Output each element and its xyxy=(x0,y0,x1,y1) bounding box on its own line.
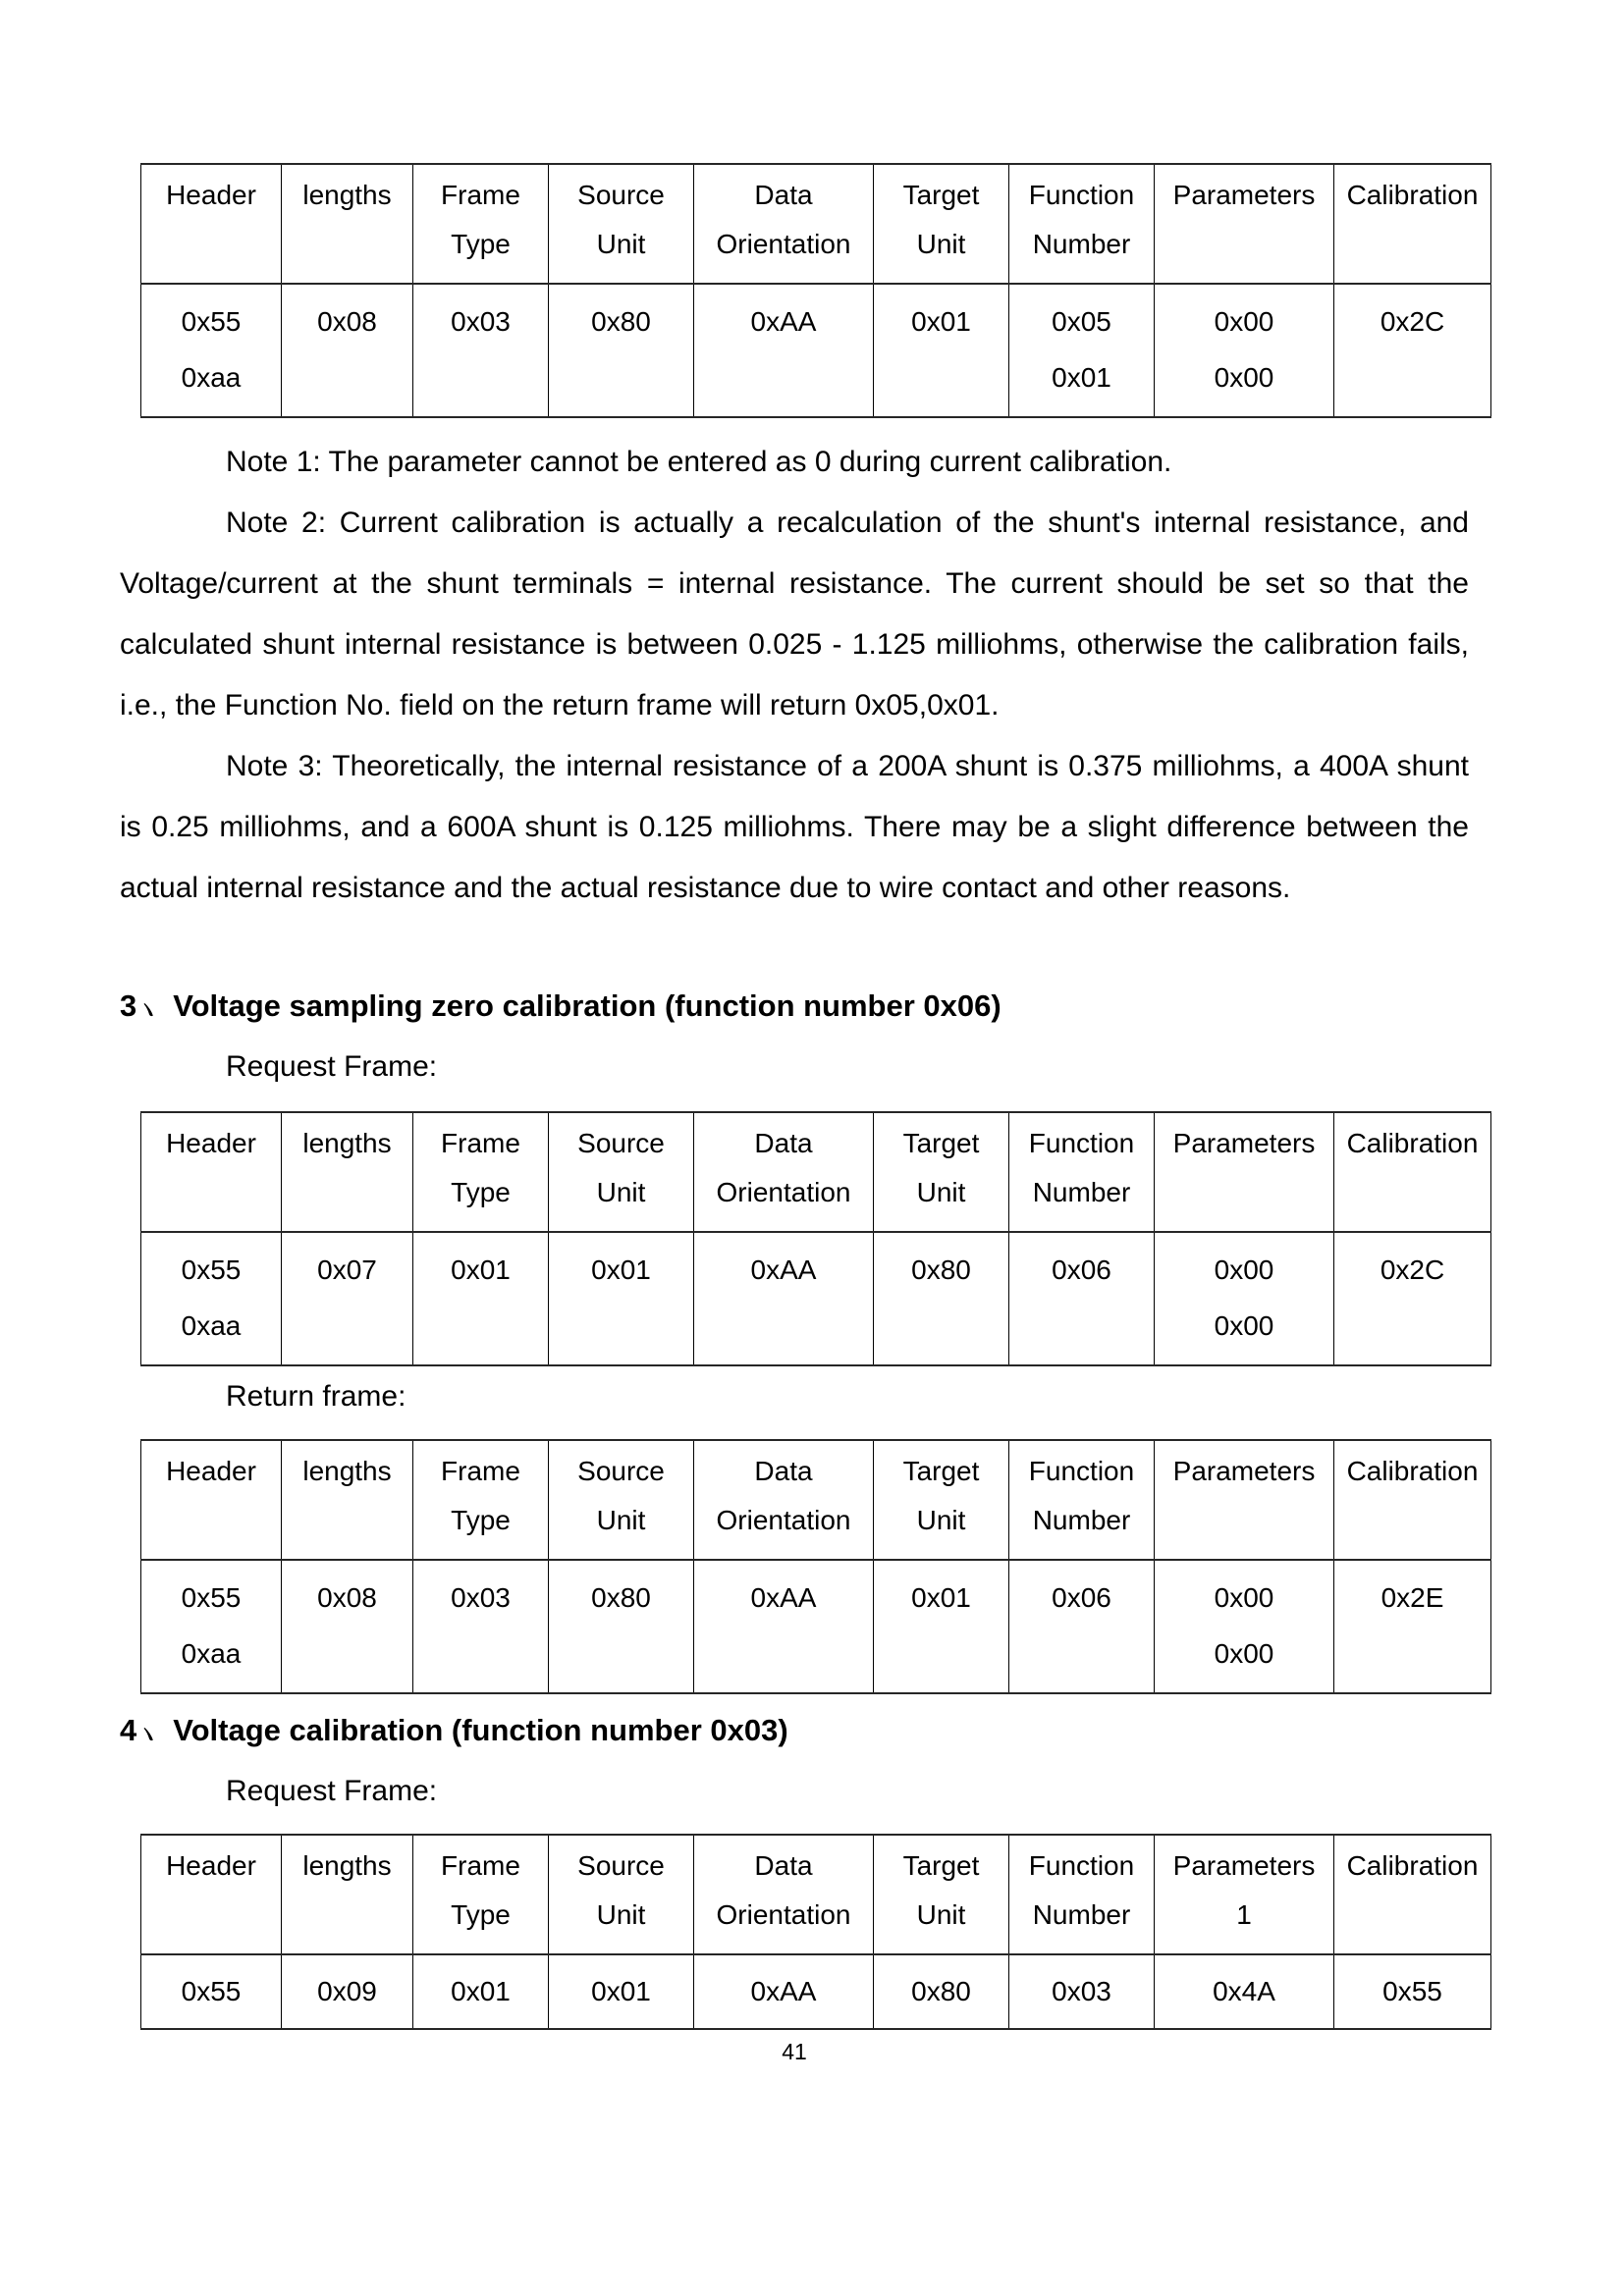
column-header-text: Calibration xyxy=(1346,1456,1479,1486)
column-header-text: Unit xyxy=(916,1505,966,1535)
column-header-cell xyxy=(282,1440,413,1560)
column-header-cell xyxy=(282,1112,413,1232)
column-header-cell xyxy=(1155,1112,1334,1232)
column-header-row xyxy=(141,1440,1491,1560)
frame-value-text: 0x05 xyxy=(1052,306,1111,337)
frame-value-cell xyxy=(413,1954,549,2029)
frame-value-cell xyxy=(141,1954,282,2029)
frame-value-cell xyxy=(1009,1560,1155,1693)
column-header-cell xyxy=(141,1835,282,1954)
column-header-cell xyxy=(1334,1112,1491,1232)
frame-value-text: 0xaa xyxy=(181,1310,242,1341)
column-header-text: lengths xyxy=(302,1850,392,1881)
frame-value-cell xyxy=(1009,1954,1155,2029)
frame-value-cell xyxy=(1155,284,1334,417)
frame-value-cell xyxy=(282,1560,413,1693)
column-header-cell xyxy=(282,164,413,284)
column-header-cell xyxy=(1009,1112,1155,1232)
section-4-title: Voltage calibration (function number 0x03) xyxy=(173,1713,788,1747)
column-header-cell xyxy=(694,1835,874,1954)
column-header-text: Number xyxy=(1032,1505,1131,1535)
column-header-text: Source xyxy=(577,180,665,210)
section-4-number: 4 xyxy=(120,1713,137,1747)
frame-value-cell xyxy=(549,1232,694,1365)
frame-value-text: 0x00 xyxy=(1214,306,1274,337)
column-header-text: Header xyxy=(166,180,256,210)
frame-value-text: 0x01 xyxy=(911,306,971,337)
frame-value-text: 0x00 xyxy=(1214,1582,1274,1613)
column-header-text: Function xyxy=(1028,1456,1135,1486)
frame-value-text: 0x01 xyxy=(1052,362,1111,393)
column-header-text: Number xyxy=(1032,229,1131,259)
section-3-number: 3 xyxy=(120,988,137,1023)
column-header-cell xyxy=(141,1112,282,1232)
column-header-cell xyxy=(874,164,1009,284)
frame-value-text: 0x2C xyxy=(1380,1255,1445,1285)
frame-value-text: 0xaa xyxy=(181,1638,242,1669)
frame-value-cell xyxy=(282,1232,413,1365)
column-header-cell xyxy=(413,1835,549,1954)
column-header-text: Function xyxy=(1028,1128,1135,1158)
column-header-cell xyxy=(413,164,549,284)
frame-value-text: 0x80 xyxy=(911,1976,971,2006)
frame-value-text: 0xAA xyxy=(750,1976,817,2006)
column-header-text: Number xyxy=(1032,1899,1131,1930)
frame-value-text: 0x01 xyxy=(451,1976,511,2006)
frame-value-cell xyxy=(1155,1560,1334,1693)
column-header-text: Source xyxy=(577,1456,665,1486)
frame-value-text: 0x03 xyxy=(1052,1976,1111,2006)
column-header-text: Orientation xyxy=(716,1505,851,1535)
frame-value-text: 0x00 xyxy=(1214,362,1274,393)
column-header-text: Frame xyxy=(441,1456,520,1486)
column-header-cell xyxy=(1009,1835,1155,1954)
column-header-row xyxy=(141,1835,1491,1954)
column-header-cell xyxy=(282,1835,413,1954)
column-header-text: Data xyxy=(754,1850,813,1881)
current-calibration-return-frame-table xyxy=(140,163,1491,418)
frame-value-cell xyxy=(874,1232,1009,1365)
column-header-text: Calibration xyxy=(1346,180,1479,210)
column-header-cell xyxy=(694,164,874,284)
column-header-text: Unit xyxy=(596,1899,646,1930)
frame-value-text: 0x80 xyxy=(911,1255,971,1285)
column-header-text: Parameters xyxy=(1172,180,1316,210)
column-header-text: Function xyxy=(1028,1850,1135,1881)
column-header-row xyxy=(141,1112,1491,1232)
frame-value-text: 0x00 xyxy=(1214,1255,1274,1285)
frame-value-cell xyxy=(141,284,282,417)
column-header-cell xyxy=(874,1835,1009,1954)
column-header-text: Unit xyxy=(596,1177,646,1207)
frame-value-text: 0x03 xyxy=(451,1582,511,1613)
column-header-text: Unit xyxy=(596,229,646,259)
frame-value-text: 0xAA xyxy=(750,1255,817,1285)
column-header-cell xyxy=(874,1440,1009,1560)
column-header-text: Orientation xyxy=(716,1899,851,1930)
column-header-text: Type xyxy=(451,229,511,259)
frame-value-text: 0x01 xyxy=(911,1582,971,1613)
frame-data-row xyxy=(141,284,1491,417)
column-header-text: Header xyxy=(166,1456,256,1486)
frame-value-text: 0x2E xyxy=(1380,1582,1444,1613)
column-header-text: Type xyxy=(451,1899,511,1930)
frame-value-text: 0x01 xyxy=(591,1255,651,1285)
column-header-text: lengths xyxy=(302,180,392,210)
column-header-cell xyxy=(1155,164,1334,284)
frame-value-text: 0x2C xyxy=(1380,306,1445,337)
column-header-text: Type xyxy=(451,1505,511,1535)
frame-data-row xyxy=(141,1232,1491,1365)
frame-value-text: 0x4A xyxy=(1213,1976,1275,2006)
frame-value-cell xyxy=(1009,284,1155,417)
column-header-row xyxy=(141,164,1491,284)
frame-value-cell xyxy=(413,1560,549,1693)
frame-value-text: 0x55 xyxy=(181,306,242,337)
frame-value-cell xyxy=(694,1232,874,1365)
column-header-text: Number xyxy=(1032,1177,1131,1207)
page-number: 41 xyxy=(782,2039,807,2064)
frame-value-cell xyxy=(694,284,874,417)
frame-value-cell xyxy=(694,1954,874,2029)
frame-value-text: 0x01 xyxy=(591,1976,651,2006)
column-header-cell xyxy=(1009,1440,1155,1560)
note-2: Note 2: Current calibration is actually a recalculation of the shunt's internal resistance, and Voltage/current at the shunt terminals = internal resistance. The current should be set so that the calculated shunt internal resistance is between 0.025 - 1.125 milliohms, otherwise the calibration fails, i.e., the Function No. field on the return frame will return 0x05,0x01. xyxy=(120,507,1469,721)
frame-value-cell xyxy=(874,284,1009,417)
frame-value-text: 0xaa xyxy=(181,362,242,393)
column-header-cell xyxy=(1334,164,1491,284)
frame-value-text: 0x06 xyxy=(1052,1255,1111,1285)
column-header-text: Orientation xyxy=(716,229,851,259)
column-header-text: Target xyxy=(902,180,980,210)
frame-value-cell xyxy=(1155,1954,1334,2029)
column-header-cell xyxy=(549,164,694,284)
column-header-cell xyxy=(1155,1440,1334,1560)
column-header-text: Target xyxy=(902,1850,980,1881)
column-header-text: Target xyxy=(902,1456,980,1486)
frame-value-text: 0x01 xyxy=(451,1255,511,1285)
section-3-title: Voltage sampling zero calibration (function number 0x06) xyxy=(173,988,1001,1023)
section-3-heading xyxy=(120,976,1469,1037)
frame-value-text: 0x06 xyxy=(1052,1582,1111,1613)
frame-value-text: 0x00 xyxy=(1214,1638,1274,1669)
frame-value-cell xyxy=(1334,284,1491,417)
frame-value-text: 0x08 xyxy=(317,306,377,337)
frame-value-text: 0x55 xyxy=(181,1255,242,1285)
notes-block xyxy=(120,432,1469,919)
frame-value-cell xyxy=(413,284,549,417)
column-header-text: Function xyxy=(1028,180,1135,210)
column-header-cell xyxy=(1155,1835,1334,1954)
note-3: Note 3: Theoretically, the internal resistance of a 200A shunt is 0.375 milliohms, a 400A shunt is 0.25 milliohms, and a 600A shunt is 0.125 milliohms. There may be a slight difference between the actual internal resistance and the actual resistance due to wire contact and other reasons. xyxy=(120,750,1469,904)
voltage-zero-request-frame-table xyxy=(140,1111,1491,1366)
frame-value-text: 0x80 xyxy=(591,1582,651,1613)
column-header-cell xyxy=(1334,1440,1491,1560)
note-1: Note 1: The parameter cannot be entered as 0 during current calibration. xyxy=(226,446,1172,478)
column-header-text: Type xyxy=(451,1177,511,1207)
frame-value-text: 0x09 xyxy=(317,1976,377,2006)
column-header-text: Target xyxy=(902,1128,980,1158)
column-header-text: Unit xyxy=(916,229,966,259)
frame-value-cell xyxy=(1334,1954,1491,2029)
section-4-heading xyxy=(120,1700,1469,1761)
frame-value-cell xyxy=(1334,1232,1491,1365)
column-header-text: Data xyxy=(754,180,813,210)
column-header-text: Calibration xyxy=(1346,1850,1479,1881)
column-header-cell xyxy=(1009,164,1155,284)
column-header-cell xyxy=(549,1440,694,1560)
frame-value-text: 0xAA xyxy=(750,306,817,337)
frame-value-text: 0x55 xyxy=(181,1976,242,2006)
frame-value-cell xyxy=(874,1954,1009,2029)
column-header-text: Unit xyxy=(916,1899,966,1930)
frame-value-text: 0xAA xyxy=(750,1582,817,1613)
column-header-cell xyxy=(549,1835,694,1954)
frame-value-cell xyxy=(1009,1232,1155,1365)
column-header-cell xyxy=(413,1112,549,1232)
frame-value-cell xyxy=(141,1232,282,1365)
column-header-text: lengths xyxy=(302,1128,392,1158)
frame-value-cell xyxy=(549,1560,694,1693)
frame-value-cell xyxy=(549,1954,694,2029)
frame-value-cell xyxy=(694,1560,874,1693)
column-header-cell xyxy=(413,1440,549,1560)
column-header-cell xyxy=(694,1440,874,1560)
frame-data-row xyxy=(141,1954,1491,2029)
frame-value-cell xyxy=(549,284,694,417)
frame-value-cell xyxy=(282,1954,413,2029)
frame-value-cell xyxy=(141,1560,282,1693)
voltage-calibration-request-frame-table xyxy=(140,1834,1491,2030)
column-header-text: Data xyxy=(754,1456,813,1486)
column-header-cell xyxy=(1334,1835,1491,1954)
ideographic-comma-icon xyxy=(143,1002,155,1017)
request-frame-label-s3: Request Frame: xyxy=(226,1050,438,1083)
column-header-text: lengths xyxy=(302,1456,392,1486)
column-header-text: Frame xyxy=(441,1850,520,1881)
voltage-zero-return-frame-table xyxy=(140,1439,1491,1694)
frame-value-cell xyxy=(413,1232,549,1365)
column-header-text: Header xyxy=(166,1128,256,1158)
column-header-text: Data xyxy=(754,1128,813,1158)
column-header-cell xyxy=(874,1112,1009,1232)
column-header-text: Unit xyxy=(916,1177,966,1207)
frame-value-cell xyxy=(1334,1560,1491,1693)
frame-value-text: 0x55 xyxy=(181,1582,242,1613)
frame-value-cell xyxy=(1155,1232,1334,1365)
frame-value-text: 0x00 xyxy=(1214,1310,1274,1341)
column-header-text: Frame xyxy=(441,180,520,210)
column-header-cell xyxy=(141,1440,282,1560)
frame-value-text: 0x07 xyxy=(317,1255,377,1285)
column-header-cell xyxy=(141,164,282,284)
frame-value-text: 0x03 xyxy=(451,306,511,337)
column-header-text: Parameters xyxy=(1172,1456,1316,1486)
column-header-text: Source xyxy=(577,1850,665,1881)
frame-value-cell xyxy=(874,1560,1009,1693)
column-header-text: Orientation xyxy=(716,1177,851,1207)
column-header-text: Source xyxy=(577,1128,665,1158)
column-header-text: Parameters xyxy=(1172,1850,1316,1881)
frame-data-row xyxy=(141,1560,1491,1693)
column-header-cell xyxy=(549,1112,694,1232)
column-header-text: Calibration xyxy=(1346,1128,1479,1158)
frame-value-text: 0x55 xyxy=(1382,1976,1442,2006)
column-header-cell xyxy=(694,1112,874,1232)
column-header-text: 1 xyxy=(1236,1899,1252,1930)
frame-value-cell xyxy=(282,284,413,417)
frame-value-text: 0x08 xyxy=(317,1582,377,1613)
return-frame-label-s3: Return frame: xyxy=(226,1380,406,1413)
frame-value-text: 0x80 xyxy=(591,306,651,337)
column-header-text: Unit xyxy=(596,1505,646,1535)
ideographic-comma-icon xyxy=(143,1727,155,1741)
request-frame-label-s4: Request Frame: xyxy=(226,1775,438,1807)
column-header-text: Frame xyxy=(441,1128,520,1158)
column-header-text: Parameters xyxy=(1172,1128,1316,1158)
column-header-text: Header xyxy=(166,1850,256,1881)
